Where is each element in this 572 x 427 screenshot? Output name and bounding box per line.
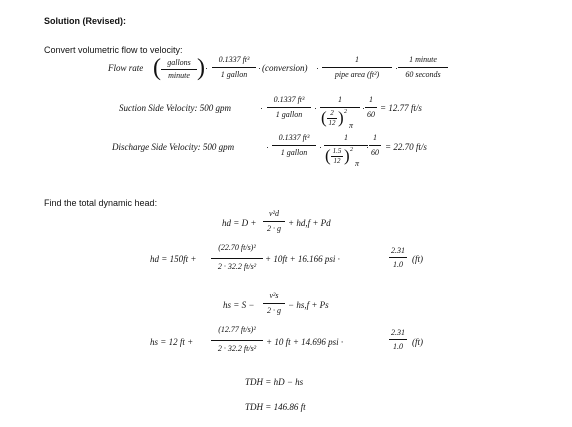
discharge-time-num: 1 — [373, 133, 377, 142]
suction-pi: π — [349, 121, 354, 130]
hs-lhs: hs = S − — [223, 300, 255, 310]
discharge-time-den: 60 — [371, 148, 379, 157]
suction-conv-num: 0.1337 ft³ — [273, 95, 305, 104]
suction-result: = 12.77 ft/s — [380, 103, 422, 113]
area-denominator: pipe area (ft²) — [334, 70, 380, 79]
discharge-conv-num: 0.1337 ft³ — [278, 133, 310, 142]
hs-rhs: − hs,f + Ps — [288, 300, 329, 310]
discharge-label: Discharge Side Velocity: 500 gpm — [112, 142, 235, 152]
fraction-bar — [263, 221, 285, 222]
solution-heading: Solution (Revised): — [44, 16, 127, 26]
hs-psi-num: 2.31 — [391, 328, 405, 337]
fraction-bar — [398, 67, 448, 68]
hs-psi-den: 1.0 — [393, 342, 403, 351]
fraction-bar — [272, 145, 316, 146]
hd-numeric-lhs: hd = 150ft + — [150, 254, 197, 264]
fraction-bar — [211, 340, 263, 341]
close-paren: ) — [344, 146, 350, 165]
suction-label: Suction Side Velocity: 500 gpm — [119, 103, 231, 113]
discharge-pi: π — [355, 159, 360, 168]
suction-one: 1 — [338, 95, 342, 104]
intro-text: Convert volumetric flow to velocity: — [44, 45, 183, 55]
open-paren: ( — [321, 108, 327, 127]
close-paren: ) — [197, 55, 205, 81]
hd-frac-num: v²d — [269, 209, 279, 218]
suction-diam-den: 12 — [328, 119, 336, 127]
hd-numeric-den: 2 · 32.2 ft/s² — [217, 262, 257, 271]
area-numerator: 1 — [355, 55, 359, 64]
conversion-numerator: 0.1337 ft³ — [218, 55, 250, 64]
hs-numeric-num: (12.77 ft/s)² — [218, 325, 256, 334]
discharge-diam-num: 1.5 — [332, 147, 342, 155]
hs-frac-den: 2 · g — [267, 306, 281, 315]
fraction-bar — [389, 339, 407, 340]
suction-diam-num: 2 — [330, 109, 334, 117]
tdh-result: TDH = 146.86 ft — [245, 402, 306, 412]
time-denominator: 60 seconds — [405, 70, 441, 79]
open-paren: ( — [153, 55, 161, 81]
unit-denominator: minute — [168, 71, 190, 80]
fraction-bar — [365, 107, 377, 108]
time-numerator: 1 minute — [409, 55, 437, 64]
tdh-formula: TDH = hD − hs — [245, 377, 304, 387]
fraction-bar — [389, 257, 407, 258]
fraction-bar — [161, 69, 197, 70]
hs-numeric-mid: + 10 ft + 14.696 psi · — [266, 337, 344, 347]
suction-conv-den: 1 gallon — [275, 110, 303, 119]
hd-psi-num: 2.31 — [391, 246, 405, 255]
fraction-bar — [212, 67, 256, 68]
fraction-bar — [322, 67, 392, 68]
hd-psi-den: 1.0 — [393, 260, 403, 269]
unit-numerator: gallons — [167, 58, 191, 67]
tdh-intro-text: Find the total dynamic head: — [44, 198, 158, 208]
hs-numeric-unit: (ft) — [412, 337, 423, 347]
suction-time-den: 60 — [367, 110, 375, 119]
open-paren: ( — [325, 146, 331, 165]
hs-frac-num: v²s — [269, 291, 279, 300]
discharge-conv-den: 1 gallon — [280, 148, 308, 157]
hd-numeric-num: (22.70 ft/s)² — [218, 243, 256, 252]
hd-numeric-unit: (ft) — [412, 254, 423, 264]
close-paren: ) — [338, 108, 344, 127]
fraction-bar — [211, 258, 263, 259]
hd-lhs: hd = D + — [222, 218, 257, 228]
fraction-bar — [263, 303, 285, 304]
suction-exp: 2 — [344, 109, 347, 115]
conversion-denominator: 1 gallon — [220, 70, 248, 79]
hd-numeric-mid: + 10ft + 16.166 psi · — [265, 254, 340, 264]
hd-frac-den: 2 · g — [267, 224, 281, 233]
fraction-bar — [369, 145, 381, 146]
discharge-one: 1 — [344, 133, 348, 142]
discharge-exp: 2 — [350, 147, 353, 153]
hs-numeric-den: 2 · 32.2 ft/s² — [217, 344, 257, 353]
conversion-label: (conversion) — [262, 63, 308, 73]
suction-time-num: 1 — [369, 95, 373, 104]
hd-rhs: + hd,f + Pd — [288, 218, 331, 228]
discharge-result: = 22.70 ft/s — [385, 142, 427, 152]
flow-rate-label: Flow rate — [108, 63, 144, 73]
fraction-bar — [267, 107, 311, 108]
discharge-diam-den: 12 — [333, 157, 341, 165]
hs-numeric-lhs: hs = 12 ft + — [150, 337, 194, 347]
